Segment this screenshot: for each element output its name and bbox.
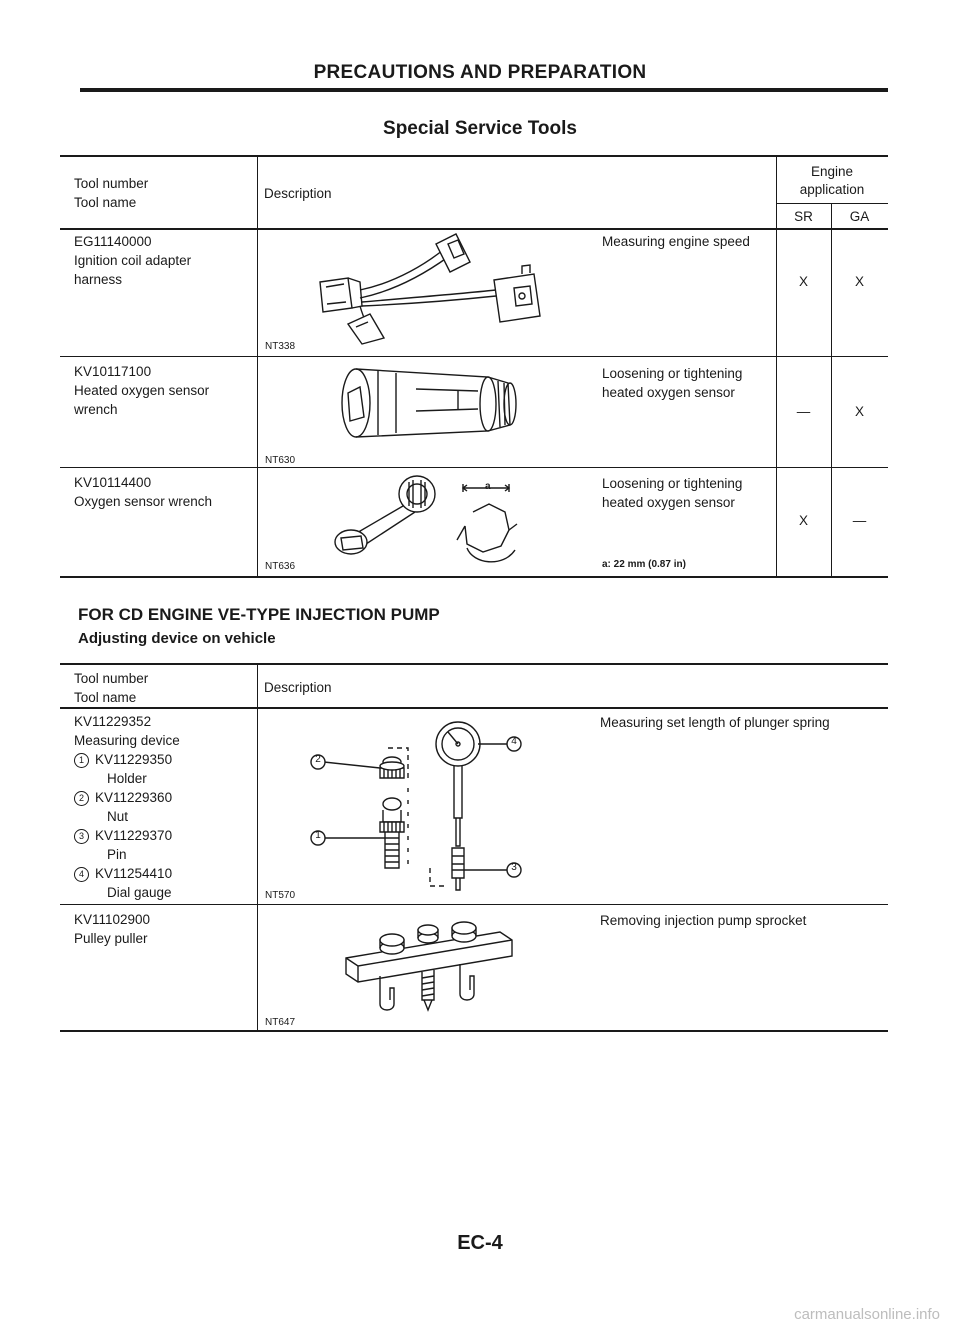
callout-number: 1 bbox=[74, 753, 89, 768]
tool-description: Measuring engine speed bbox=[602, 234, 750, 249]
callout-label: 4 bbox=[511, 736, 517, 747]
table2-bottom-rule bbox=[60, 1030, 888, 1032]
part-name: Nut bbox=[107, 809, 129, 824]
figure-code: NT338 bbox=[265, 341, 296, 352]
tool-description: Loosening or tightening bbox=[602, 366, 743, 381]
watermark: carmanualsonline.info bbox=[794, 1306, 940, 1323]
table1-bottom-rule bbox=[60, 576, 888, 578]
page-header: PRECAUTIONS AND PREPARATION bbox=[313, 62, 647, 83]
part-item bbox=[74, 827, 172, 846]
tool-name: Oxygen sensor wrench bbox=[74, 494, 213, 509]
page-number: EC-4 bbox=[457, 1232, 503, 1254]
tool-description: Measuring set length of plunger spring bbox=[600, 715, 830, 730]
callout-label: 2 bbox=[315, 754, 321, 765]
ignition-coil-adapter-harness-illustration bbox=[308, 232, 553, 344]
sr-applicability: — bbox=[796, 404, 811, 419]
tool-description-cont: heated oxygen sensor bbox=[602, 385, 735, 400]
ga-applicability: — bbox=[852, 513, 867, 528]
section2-title: FOR CD ENGINE VE-TYPE INJECTION PUMP bbox=[78, 605, 440, 624]
tool-name: Heated oxygen sensor bbox=[74, 383, 210, 398]
table2-header-rule bbox=[60, 707, 888, 709]
header-ga: GA bbox=[849, 209, 870, 224]
table2-row-rule bbox=[60, 904, 888, 905]
table2-col-rule bbox=[257, 663, 258, 1031]
heated-oxygen-sensor-wrench-illustration bbox=[338, 365, 523, 445]
figure-code: NT636 bbox=[265, 561, 296, 572]
section-title: Special Service Tools bbox=[383, 118, 577, 139]
part-name: Pin bbox=[107, 847, 127, 862]
tool-name: Measuring device bbox=[74, 733, 180, 748]
header-description: Description bbox=[264, 186, 332, 201]
section2-subtitle: Adjusting device on vehicle bbox=[78, 630, 276, 647]
figure-code: NT647 bbox=[265, 1017, 296, 1028]
table2-top-rule bbox=[60, 663, 888, 665]
tool-description: Removing injection pump sprocket bbox=[600, 913, 807, 928]
part-item bbox=[74, 865, 172, 884]
measuring-device-illustration bbox=[318, 718, 528, 898]
dimension-label: a bbox=[485, 481, 491, 492]
callout-number: 4 bbox=[74, 867, 89, 882]
tool-number: EG11140000 bbox=[74, 234, 152, 249]
table1-header-rule bbox=[60, 228, 888, 230]
size-note: a: 22 mm (0.87 in) bbox=[602, 559, 686, 570]
callout-number: 2 bbox=[74, 791, 89, 806]
part-code: KV11229370 bbox=[95, 828, 173, 843]
sr-applicability: X bbox=[798, 274, 808, 289]
table1-col-rule bbox=[257, 155, 258, 577]
ga-applicability: X bbox=[854, 404, 864, 419]
figure-code: NT570 bbox=[265, 890, 296, 901]
part-name: Holder bbox=[107, 771, 147, 786]
tool-number: KV10117100 bbox=[74, 364, 152, 379]
part-name: Dial gauge bbox=[107, 885, 172, 900]
part-code: KV11229360 bbox=[95, 790, 173, 805]
header-description: Description bbox=[264, 680, 332, 695]
table1-top-rule bbox=[60, 155, 888, 157]
tool-name-cont: wrench bbox=[74, 402, 118, 417]
tool-name-cont: harness bbox=[74, 272, 123, 287]
part-code: KV11229350 bbox=[95, 752, 173, 767]
header-engine-application-line2: application bbox=[799, 182, 865, 197]
figure-code: NT630 bbox=[265, 455, 296, 466]
tool-number: KV11102900 bbox=[74, 912, 151, 927]
table1-row-rule bbox=[60, 467, 888, 468]
header-tool-number: Tool number bbox=[74, 176, 149, 191]
callout-label: 1 bbox=[315, 830, 321, 841]
table1-sub-rule bbox=[776, 203, 888, 204]
part-item bbox=[74, 751, 172, 770]
header-engine-application: Engine bbox=[810, 164, 854, 179]
header-rule bbox=[80, 88, 888, 92]
callout-label: 3 bbox=[511, 862, 517, 873]
table1-row-rule bbox=[60, 356, 888, 357]
header-tool-name: Tool name bbox=[74, 690, 137, 705]
tool-name: Pulley puller bbox=[74, 931, 148, 946]
ga-applicability: X bbox=[854, 274, 864, 289]
header-sr: SR bbox=[794, 209, 813, 224]
callout-number: 3 bbox=[74, 829, 89, 844]
pulley-puller-illustration bbox=[340, 918, 520, 1018]
oxygen-sensor-wrench-illustration bbox=[333, 474, 523, 570]
tool-description-cont: heated oxygen sensor bbox=[602, 495, 735, 510]
tool-number: KV10114400 bbox=[74, 475, 152, 490]
part-item bbox=[74, 789, 172, 808]
tool-name: Ignition coil adapter bbox=[74, 253, 192, 268]
header-tool-name: Tool name bbox=[74, 195, 137, 210]
tool-number: KV11229352 bbox=[74, 714, 152, 729]
tool-description: Loosening or tightening bbox=[602, 476, 743, 491]
sr-applicability: X bbox=[798, 513, 808, 528]
part-code: KV11254410 bbox=[95, 866, 173, 881]
header-tool-number: Tool number bbox=[74, 671, 149, 686]
